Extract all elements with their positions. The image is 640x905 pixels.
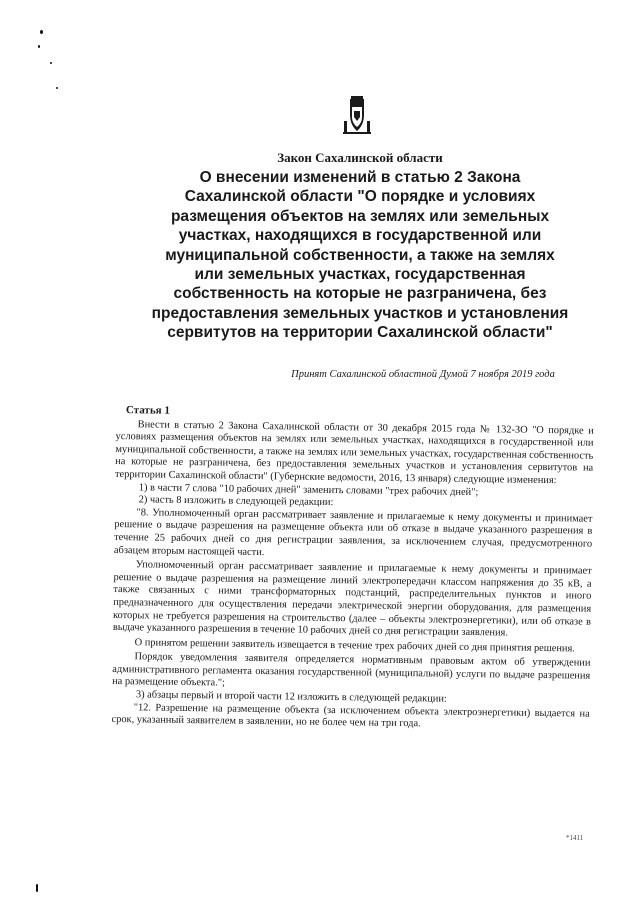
paragraph: "8. Уполномоченный орган рассматривает заявление и прилагаемые к нему документы и принимает решение о выдаче разрешения на размещение объекта или об отказе в выдаче указанного разрешения в течение 25 рабочих дней со дня регистрации заявления, за исключением случая, предусмотренного абзацем вторым настоящей части. [113,507,593,558]
scan-speck [56,87,58,89]
scan-speck [36,884,38,892]
scan-speck [38,45,40,48]
paragraph: О принятом решении заявитель извещается в течение трех рабочих дней со дня принятия решения. [134,636,575,655]
amendment-item: 1) в части 7 слова "10 рабочих дней" заменить словами "трех рабочих дней"; [138,481,479,498]
page-code: *1411 [566,834,584,842]
law-name: Закон Сахалинской области [277,150,443,165]
scan-speck [40,30,43,34]
title-block [150,150,570,343]
adoption-note: Принят Сахалинской областной Думой 7 ноября 2019 года [291,369,555,380]
article-heading: Статья 1 [125,404,170,417]
paragraph: Порядок уведомления заявителя определяется нормативным правовым актом об утверждении административного регламента оказания государственной (муниципальной) услуги по выдаче разрешения на размещение объекта."; [112,651,591,690]
scan-speck [50,62,52,64]
sakhalin-coat-of-arms-icon [340,95,374,135]
article-body [111,404,593,733]
paragraph: Внести в статью 2 Закона Сахалинской области от 30 декабря 2015 года № 132-ЗО "О порядке и условиях размещения объектов на землях или земельных участках, находящихся в государственной или муниципальной собственности, а также на землях или земельных участках, государственная собственность на которые не разграничена, без предоставления земельных участков и установления сервитутов на территории Сахалинской области" (Губернские ведомости, 2016, 13 января) следующие изменения: [114,418,594,487]
law-title: О внесении изменений в статью 2 Закона Сахалинской области "О порядке и условиях размещения объектов на землях или земельных участках, находящихся в государственной или муниципальной собственности, а также на землях или земельных участках, государственная собственность на которые не разграничена, без предоставления земельных участков и установления сервитутов на территории Сахалинской области" [151,169,569,342]
paragraph: "12. Разрешение на размещение объекта (за исключением объекта электроэнергетики) выдается на срок, указанный заявителем в заявлении, но не более чем на три года. [111,701,590,730]
paragraph: Уполномоченный орган рассматривает заявление и прилагаемые к нему документы и принимает решение о выдаче разрешения на размещение линий электропередачи классом напряжения до 35 кВ, а также связанных с ними трансформаторных подстанций, распределительных пунктов и иного предназначенного для осуществления передачи электрической энергии оборудования, для размещения которых не требуется разрешения на строительство (далее – объекты электроэнергетики), или об отказе в выдаче указанного разрешения в течение 10 рабочих дней со дня регистрации заявления. [112,559,592,639]
amendment-item: 2) часть 8 изложить в следующей редакции: [138,494,334,509]
amendment-item: 3) абзацы первый и второй части 12 изложить в следующей редакции: [135,689,447,705]
